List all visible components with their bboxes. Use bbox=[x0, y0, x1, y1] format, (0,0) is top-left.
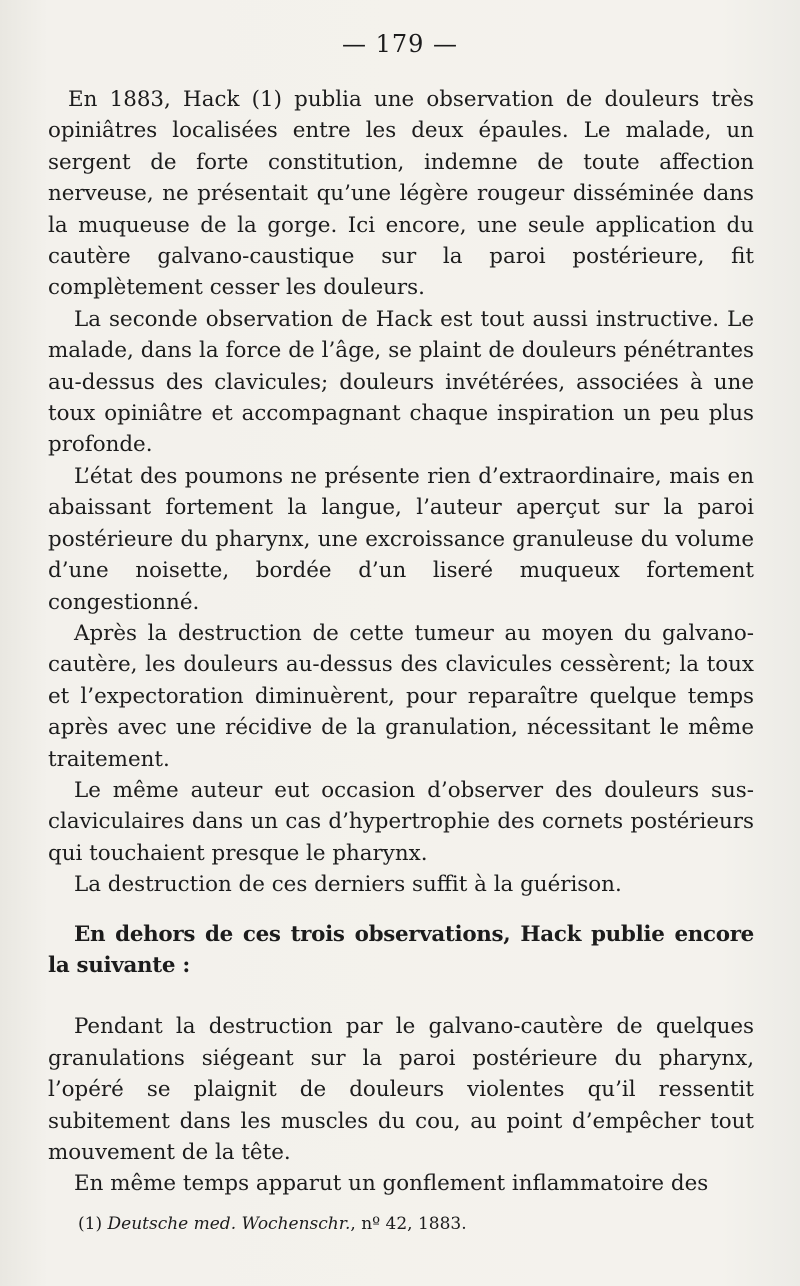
footnote-detail: , nº 42, 1883. bbox=[350, 1214, 467, 1234]
paragraph-lungs-state: L’état des poumons ne présente rien d’extraordinaire, mais en abaissant fortement la langue, l’auteur aperçut sur la paroi postérieure du pharynx, une excroissance granuleuse du volume d’une noisette, bordée d’un liseré muqueux fortement congestionné. bbox=[48, 463, 754, 615]
paragraph-second-observation: La seconde observation de Hack est tout aussi instructive. Le malade, dans la force de l’âge, se plaint de douleurs pénétrantes au-dessus des clavicules; douleurs invétérées, associées à une toux opiniâtre et accompagnant chaque inspiration un peu plus profonde. bbox=[48, 306, 754, 458]
body-text bbox=[48, 84, 754, 1200]
paragraph-same-author: Le même auteur eut occasion d’observer des douleurs sus-claviculaires dans un cas d’hypertrophie des cornets postérieurs qui touchaient presque le pharynx. bbox=[48, 777, 754, 866]
paragraph-other-observations: En dehors de ces trois observations, Hack publie encore la suivante : bbox=[48, 921, 754, 978]
paragraph-tumor-destruction: Après la destruction de cette tumeur au moyen du galvano-cautère, les douleurs au-dessus des clavicules cessèrent; la toux et l’expectoration diminuèrent, pour reparaître quelque temps après avec une récidive de la granulation, nécessitant le même traitement. bbox=[48, 620, 754, 772]
footnote bbox=[78, 1212, 758, 1236]
footnote-source: Deutsche med. Wochenschr. bbox=[107, 1214, 351, 1234]
page-number: — 179 — bbox=[341, 30, 459, 58]
paragraph-cure: La destruction de ces derniers suffit à la guérison. bbox=[74, 872, 622, 898]
paragraph-hack-1883: En 1883, Hack (1) publia une observation de douleurs très opiniâtres localisées entre les deux épaules. Le malade, un sergent de forte constitution, indemne de toute affection nerveuse, ne présentait qu’une légère rougeur disséminée dans la muqueuse de la gorge. Ici encore, une seule application du cautère galvano-caustique sur la paroi postérieure, fit complètement cesser les douleurs. bbox=[48, 87, 754, 301]
footnote-marker: (1) bbox=[78, 1214, 103, 1234]
paragraph-galvano-cautery: Pendant la destruction par le galvano-cautère de quelques granulations siégeant sur la paroi postérieure du pharynx, l’opéré se plaignit de douleurs violentes qu’il ressentit subitement dans les muscles du cou, au point d’empêcher tout mouvement de la tête. bbox=[48, 1014, 754, 1165]
paragraph-inflammation: En même temps apparut un gonflement inflammatoire des bbox=[74, 1171, 709, 1197]
